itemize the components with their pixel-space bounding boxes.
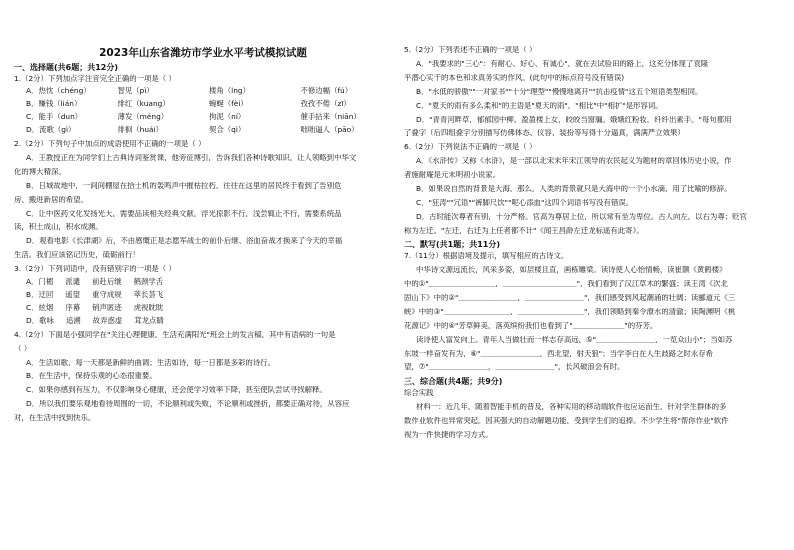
option: 绯红（kuang） <box>117 99 170 109</box>
option: D．流歌（gì） <box>26 125 76 135</box>
question-6-option-d-cont <box>404 227 780 234</box>
option: 不修边幅（fú） <box>300 86 353 96</box>
question-3-row-a <box>26 278 392 285</box>
question-6-option-a: A．《水浒传》又称《水浒》，是一部以北宋末年宋江领导的农民起义为题材的章回体历史小说，作 <box>416 157 732 165</box>
question-2-option-d: D．观看电影《长津湖》后，不由感慨正是志愿军战士的前仆后继、浴血奋战才换来了今天的幸福 <box>26 237 343 245</box>
material-paragraph: 数作业软件也异常突起。因其强大的自动解题功能，受到学生们的追捧。不少学生将"帮你作业"软件 <box>404 416 729 425</box>
option: B．迂回 <box>26 290 54 299</box>
option: A．热忱（chéng） <box>26 86 91 96</box>
page-title: 2023年山东省潍坊市学业水平考试模拟试题 <box>99 47 307 59</box>
option: 楼角（lng） <box>209 86 250 96</box>
option: 薄发（méng） <box>117 112 169 122</box>
left-column <box>14 0 392 422</box>
option: C．能手（dun） <box>26 112 83 122</box>
section-heading: 二、默写(共1题；共11分) <box>404 240 501 250</box>
question-4-option-d-cont: 对，在生活中找到快乐。 <box>14 414 96 422</box>
question-2-stem: 2.（2分）下列句子中加点的成语使用不正确的一项是（ ） <box>14 140 206 148</box>
question-6-option-d: D．古时能次尊者有别，十分严格。官高为尊居上位，所以常有坐为卑位。古人向左，以右为尊；贬官 <box>416 212 747 221</box>
question-6-option-d-note: 称为左迁。"左迁，右迁为上任者都不计" <box>404 226 537 235</box>
option: 咄咄逼人（pāo） <box>300 125 359 135</box>
question-6-option-b: B．如果说自然的背景是大海，那么，人类的背景就只是大海中的一个小水滴，用了比喻的修辞。 <box>416 185 732 193</box>
option: 销声匿迹 <box>92 302 122 312</box>
question-1-row-a <box>26 87 392 94</box>
option: B．赚钱（lián） <box>26 99 82 109</box>
option: 萃长荟飞 <box>133 290 164 299</box>
option: A．门楣 <box>26 277 54 287</box>
question-7-para: 中的①"＿＿＿＿＿＿＿＿＿，＿＿＿＿＿＿＿＿＿＿"，我们看到了汉江草木的繁盛；读王湾《次北 <box>404 280 728 288</box>
question-5-stem: 5.（2分）下列表述不正确的一项是（ ） <box>404 46 537 54</box>
question-2-option-c-cont: 读，积土成山，积水成渊。 <box>14 223 103 231</box>
question-5-option-b: B．"水低的骄傲""一对家书""十分"理型""慢慢地离开""抗击疫情"这五个短语类型相同。 <box>416 87 703 96</box>
question-1-row-b <box>26 100 392 107</box>
question-2-option-b: B．日城故地中，一间间棚屋在拾土机的轰鸣声中摧枯拉朽，往往在这里的居民终于看到了告别危 <box>26 181 342 190</box>
option: 蜿蜒（fèi） <box>209 99 248 109</box>
question-5-option-d: D．"青青河畔草，郁郁园中柳。盈盈楼上女，皎皎当窗牖。娥娥红粉妆，纤纤出素手。"每句都用 <box>416 115 732 123</box>
question-7-para: 中华诗文源远流长，风采多姿，如层楼且直，画栋雕梁。读诗使人心怡情畅，读崔颢《黄鹤楼》 <box>416 266 727 274</box>
question-2-option-b-cont: 房、搬进新居的希望。 <box>14 195 88 204</box>
option: 故弄惑虚 <box>92 315 123 325</box>
question-5-option-c: C．"夏天的雨有多么柔和"的主语是"夏天的雨"，"相比"中"相扩"是形容词。 <box>416 101 663 110</box>
question-6-option-d-title: 《闻王昌龄左迁龙标遥有此寄》。 <box>536 226 644 235</box>
question-7-stem: 7.（11分）根据语境及提示，填写相应的古诗文。 <box>404 252 569 260</box>
option: 序幕 <box>65 302 81 312</box>
question-1-row-c <box>26 113 392 120</box>
option: 前赴后继 <box>92 277 122 287</box>
question-4-option-c: C．如果你感到有压力，不仅影响身心健康，还会使学习效率下降，甚至使队尝试寻找解释。 <box>26 386 327 394</box>
question-5-option-d-cont: 了叠字（后四组叠字分别描写仿佛体态、仪容、装扮等写得十分逼真，满满严立效果） <box>404 129 685 137</box>
right-column <box>404 0 780 438</box>
question-4-stem: 4.（2分）下面是小强同学在"关注心理健康，生活充满阳光"班会上的发言稿，其中有语病的一句是 <box>14 330 336 339</box>
option: 鹤颈学舌 <box>133 277 164 287</box>
question-2-option-a-cont: 化的博大精深。 <box>14 167 66 176</box>
option: 智见（pì） <box>117 86 154 96</box>
question-7-para: 固山下》中的②"＿＿＿＿＿＿＿＿，＿＿＿＿＿＿＿＿"，我们感受到风起潮涌的壮阔；读郦道元《三 <box>404 293 736 302</box>
question-3-row-b <box>26 291 392 298</box>
option: 徘徊（huái） <box>117 125 164 135</box>
subheading: 综合实践 <box>404 388 434 397</box>
question-6-stem: 6.（2分）下列说法不正确的一项是（ ） <box>404 143 537 151</box>
option: 虎视眈眈 <box>133 302 164 312</box>
question-2-option-c: C．让中医药文化发扬光大，需要品读相关经典文献，浮光掠影不行，浅尝辄止不行，需要系统品 <box>26 209 342 217</box>
question-4-option-b: B．在生活中，保持乐观的心态很重要。 <box>26 372 157 380</box>
question-7-para: 读诗使人富发向上。青年人当做壮而一样志存高远，⑤"＿＿＿＿＿＿＿＿，一览众山小"；当如苏 <box>416 335 733 344</box>
option: 遥望 <box>65 290 81 299</box>
material-paragraph: 视为一件快捷的学习方式。 <box>404 430 493 438</box>
question-1-stem: 1.（2分）下列加点字注音完全正确的一项是（ ） <box>14 73 176 83</box>
option: 重守成规 <box>92 290 122 299</box>
question-7-para: 东坡一样奋发有为，⑥"＿＿＿＿＿＿＿＿，西北望，射天狼"；当学李白在人生歧路之时永存希 <box>404 349 714 357</box>
option: 催手拈来（niān） <box>300 112 361 122</box>
option: 追溯 <box>65 315 81 325</box>
question-5-option-a-cont: 平潜心实干的本色和求真务实的作风。(此句中的标点符号没有错误) <box>404 73 625 82</box>
question-3-stem: 3.（2分）下列词语中，没有错别字的一项是（ ） <box>14 265 176 273</box>
option: D．歌咏 <box>26 315 54 325</box>
option: 茸龙点睛 <box>134 315 164 325</box>
section-heading: 三、综合题(共4题；共9分) <box>404 376 503 386</box>
question-6-option-c: C．"狂涛""冗语""裤脚尺饮""呢心添血"这四个词语书写没有错误。 <box>416 198 634 207</box>
question-7-para: 花源记》中的④"芳草鲜美，落英缤纷我们也看到了"＿＿＿＿＿＿＿"的芬芳。 <box>404 321 658 330</box>
question-3-row-d <box>26 317 392 324</box>
question-6-option-a-cont: 者施耐庵是元末明初小说家。 <box>404 171 501 179</box>
question-1-row-d <box>26 126 392 133</box>
option: 契合（qì） <box>209 125 246 135</box>
question-5-option-a: A．"我要求的"三心"：有耐心、好心、有诚心"，就在去试验田的路上，这充分体现了袁隆 <box>416 59 709 68</box>
option: C．炫烟 <box>26 302 54 312</box>
question-4-option-d: D．所以我们要乐观地看待周围的一切，不论顺利或失败，不论顺利或挫折，都要正确对待，从容应 <box>26 400 350 408</box>
option: 派谴 <box>65 277 81 287</box>
question-7-para: 望，⑦"＿＿＿＿＿＿＿＿，＿＿＿＿＿＿＿＿"，长风破浪会有时。 <box>404 363 625 371</box>
question-7-para: 峡》中的③"＿＿＿＿＿＿＿＿＿，＿＿＿＿＿＿＿＿＿"，我们领略到秦令潦水的清澈；读陶渊明《桃 <box>404 307 736 316</box>
section-heading: 一、选择题(共6题；共12分) <box>14 62 119 72</box>
question-2-option-d-cont: 生活。我们应该铭记历史，砥砺前行！ <box>14 251 140 259</box>
option: 孜孜不倦（zī） <box>300 99 351 109</box>
question-4-option-a: A．生活如歌，每一天都是新鲜的曲调；生活如诗，每一日都是多彩的诗行。 <box>26 358 275 366</box>
question-2-option-a: A．王教授正在为同学们上古典诗词鉴赏课，他旁征博引，告诉我们各种诗歌知识，让人领略到中华文 <box>26 153 357 162</box>
question-4-stem-cont: （ ） <box>14 344 32 353</box>
material-paragraph: 材料一：近几年，随着智能手机的普及，各种实用的移动端软件也应运而生，针对学生群体的多 <box>416 402 727 411</box>
question-3-row-c <box>26 304 392 311</box>
option: 拘泥（ní） <box>209 112 246 122</box>
